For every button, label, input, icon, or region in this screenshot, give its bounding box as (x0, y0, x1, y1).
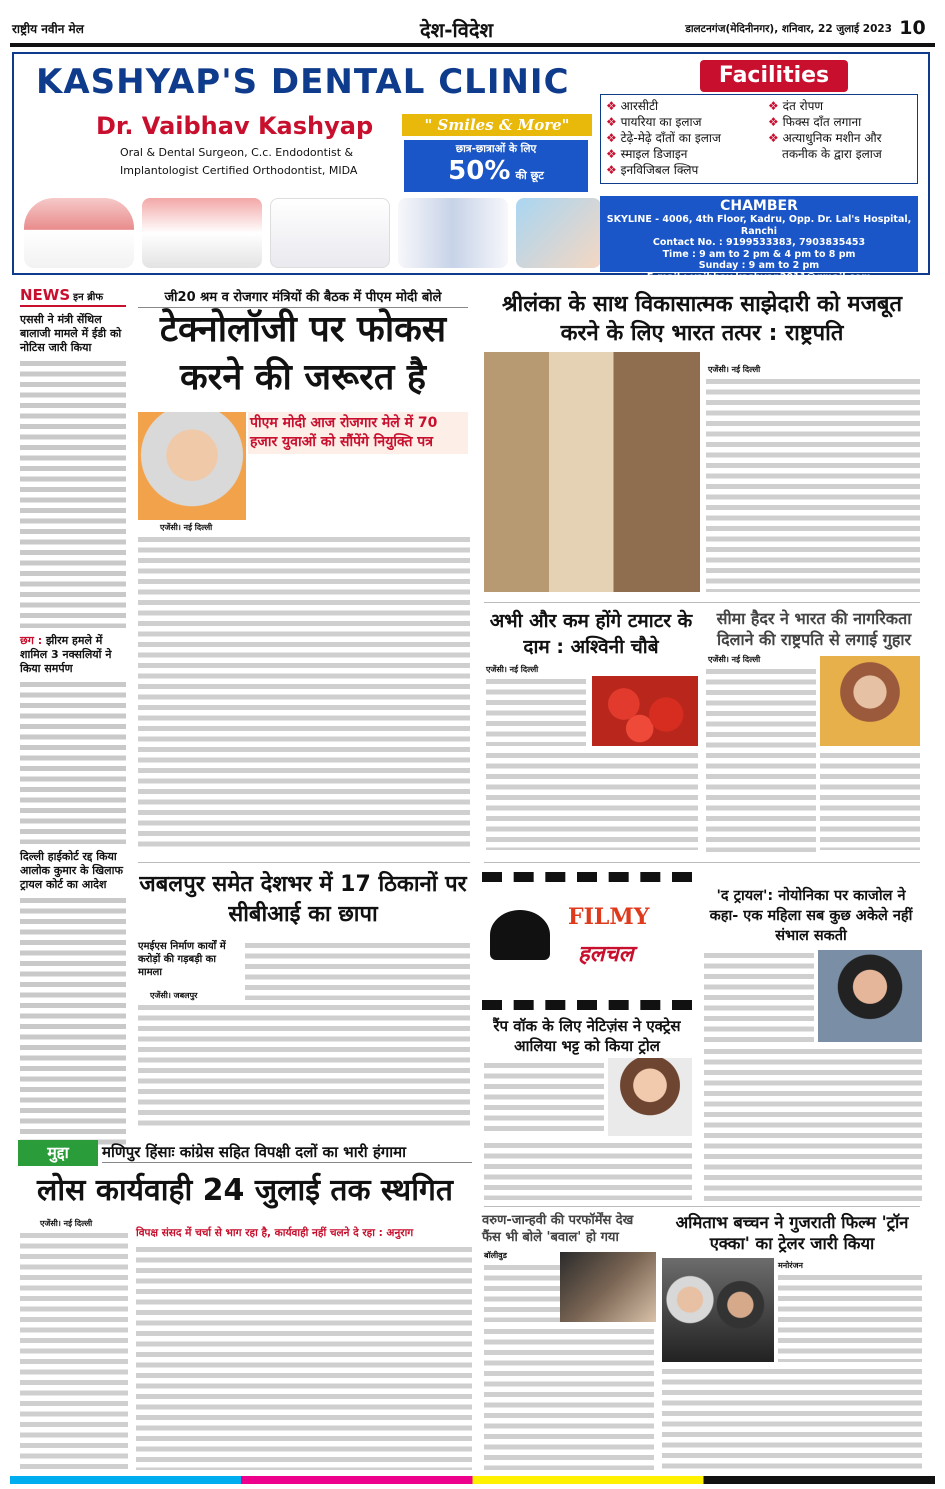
chamber-box (600, 196, 918, 283)
clinic-name: KASHYAP'S DENTAL CLINIC (36, 62, 570, 102)
manipur-body-2 (136, 1244, 472, 1470)
manipur-tag: मुद्दा (18, 1140, 98, 1166)
seema-body-1 (706, 666, 816, 852)
tomato-body-1 (486, 676, 586, 746)
offer-suffix: की छूट (515, 169, 544, 182)
film-camera-icon (490, 910, 550, 960)
manipur-body-1 (20, 1230, 128, 1470)
alia-headline: रैंप वॉक के लिए नेटिज़ंस ने एक्ट्रेस आलिया भट्ट को किया ट्रोल (493, 1017, 681, 1055)
page-number: 10 (899, 17, 926, 39)
cbi-byline: एजेंसी। जबलपुर (150, 991, 198, 1000)
dentures-image (24, 198, 134, 268)
kajol-headline: 'द ट्रायल': नोयोनिका पर काजोल ने कहा- एक महिला सब कुछ अकेले नहीं संभाल सकती (709, 888, 913, 944)
facility-item: ❖ टेढ़े-मेढ़े दाँतों का इलाज (606, 131, 721, 145)
facilities-title: Facilities (700, 60, 848, 92)
modi-body (138, 534, 470, 852)
filmy-label: FILMY (568, 904, 650, 930)
doctor-qualification-2: Implantologist Certified Orthodontist, MIDA (120, 164, 358, 177)
facility-item: ❖ इनविजिबल क्लिप (606, 163, 699, 177)
section-title: देश-विदेश (420, 18, 494, 42)
seema-headline: सीमा हैदर ने भारत की नागरिकता दिलाने की राष्ट्रपति से लगाई गुहार (716, 609, 912, 649)
alia-body-1 (484, 1060, 604, 1136)
chamber-email: E-mail : vaibhav.kashyap2011@gmail.com (646, 271, 872, 283)
modi-photo (138, 412, 246, 520)
facility-item: ❖ आरसीटी (606, 99, 659, 113)
brief-body-1 (20, 358, 126, 628)
facility-item: ❖ अत्याधुनिक मशीन और (768, 131, 882, 145)
modi-byline: एजेंसी। नई दिल्ली (160, 523, 213, 532)
offer-badge (404, 140, 588, 192)
kajol-body-2 (704, 1046, 922, 1202)
chamber-title: CHAMBER (720, 198, 798, 214)
filmy-label-hindi: हलचल (578, 942, 634, 967)
facility-item: ❖ पायरिया का इलाज (606, 115, 702, 129)
brief-body-3 (20, 895, 126, 1145)
amitabh-body-1 (778, 1272, 922, 1362)
dental-ad (12, 52, 930, 283)
brief-headline-2: छग : झीरम हमले में शामिल 3 नक्सलियों ने किया समर्पण (20, 634, 112, 675)
teeth-image (270, 198, 390, 268)
chamber-sunday: Sunday : 9 am to 2 pm (698, 260, 820, 271)
amitabh-body-2 (662, 1366, 922, 1470)
implant-image (398, 198, 508, 268)
amitabh-headline: अमिताभ बच्चन ने गुजराती फिल्म 'ट्रॉन एक्का' का ट्रेलर जारी किया (675, 1213, 909, 1253)
child-checkup-image (516, 198, 601, 268)
tagline: " Smiles & More" (402, 114, 592, 136)
manipur-sub: विपक्ष संसद में चर्चा से भाग रहा है, कार्यवाही नहीं चलने दे रहा : अनुराग (136, 1227, 414, 1239)
manipur-kicker: मणिपुर हिंसाः कांग्रेस सहित विपक्षी दलों का भारी हंगामा (102, 1142, 472, 1163)
facility-item: तकनीक के द्वारा इलाज (782, 147, 882, 161)
filmy-banner (482, 872, 692, 1010)
alia-body-2 (484, 1140, 692, 1200)
lanka-photo (484, 352, 700, 592)
facilities-list-left (606, 98, 766, 178)
tomato-headline: अभी और कम होंगे टमाटर के दाम : अश्विनी चौबे (489, 610, 693, 658)
facilities-list-right (768, 98, 916, 162)
manipur-byline: एजेंसी। नई दिल्ली (40, 1219, 93, 1228)
facility-item: ❖ दंत रोपण (768, 99, 824, 113)
offer-percent: 50% (448, 156, 511, 186)
alia-photo (608, 1058, 692, 1136)
modi-sub: पीएम मोदी आज रोजगार मेले में 70 हजार युवाओं को सौंपेंगे नियुक्ति पत्र (248, 412, 468, 454)
tomato-body-2 (486, 750, 698, 850)
facility-item: ❖ फिक्स दाँत लगाना (768, 115, 862, 129)
lanka-body (706, 376, 920, 592)
doctor-qualification-1: Oral & Dental Surgeon, C.c. Endodontist & (120, 146, 354, 159)
news-brief-column (20, 286, 126, 1136)
modi-kicker: जी20 श्रम व रोजगार मंत्रियों की बैठक में पीएम मोदी बोले (138, 287, 468, 308)
braces-image (142, 198, 262, 268)
amitabh-byline: मनोरंजन (778, 1261, 803, 1270)
seema-body-2 (820, 750, 920, 850)
bawaal-photo (560, 1252, 656, 1322)
offer-text: छात्र-छात्राओं के लिए (455, 143, 537, 155)
brief-headline-1: एससी ने मंत्री सेंथिल बालाजी मामले में ईडी को नोटिस जारी किया (20, 313, 122, 354)
masthead: राष्ट्रीय नवीन मेल (12, 22, 84, 36)
modi-headline: टेक्नोलॉजी पर फोकस करने की जरूरत है (159, 309, 447, 398)
dateline: डालटनगंज(मेदिनीनगर), शनिवार, 22 जुलाई 2023 (685, 23, 892, 35)
kajol-photo (818, 950, 922, 1042)
brief-headline-3: दिल्ली हाईकोर्ट रद्द किया आलोक कुमार के खिलाफ ट्रायल कोर्ट का आदेश (20, 850, 123, 891)
cbi-headline: जबलपुर समेत देशभर में 17 ठिकानों पर सीबीआई का छापा (139, 872, 467, 927)
doctor-name: Dr. Vaibhav Kashyap (96, 112, 374, 140)
cbi-body (138, 1002, 470, 1127)
news-brief-label: NEWS इन ब्रीफ (20, 286, 126, 307)
print-registration-bar (10, 1476, 935, 1484)
chamber-time: Time : 9 am to 2 pm & 4 pm to 8 pm (662, 248, 856, 260)
amitabh-photo (662, 1258, 774, 1362)
cbi-body-top (245, 940, 470, 1000)
tomato-photo (592, 676, 698, 746)
chamber-address: SKYLINE - 4006, 4th Floor, Kadru, Opp. Dr. Lal's Hospital, Ranchi (606, 214, 912, 237)
header-rule (10, 43, 935, 47)
brief-body-2 (20, 679, 126, 844)
facility-item: ❖ स्माइल डिजाइन (606, 147, 688, 161)
seema-byline: एजेंसी। नई दिल्ली (708, 655, 761, 664)
seema-photo (820, 656, 920, 746)
bawaal-body-2 (484, 1326, 654, 1470)
kajol-body-1 (704, 950, 814, 1042)
tomato-byline: एजेंसी। नई दिल्ली (486, 665, 539, 674)
cbi-sub: एमईएस निर्माण कार्यों में करोड़ों की गड़बड़ी का मामला (138, 941, 226, 978)
bawaal-headline: वरुण-जान्हवी की परफॉर्मेंस देख फैंस भी बोले 'बवाल' हो गया (482, 1213, 634, 1245)
bawaal-byline: बॉलीवुड (484, 1251, 507, 1260)
chamber-contact: Contact No. : 9199533383, 7903835453 (652, 237, 866, 248)
lanka-byline: एजेंसी। नई दिल्ली (708, 365, 761, 374)
manipur-headline: लोस कार्यवाही 24 जुलाई तक स्थगित (37, 1173, 453, 1208)
lanka-headline: श्रीलंका के साथ विकासात्मक साझेदारी को मजबूत करने के लिए भारत तत्पर : राष्ट्रपति (501, 292, 903, 346)
